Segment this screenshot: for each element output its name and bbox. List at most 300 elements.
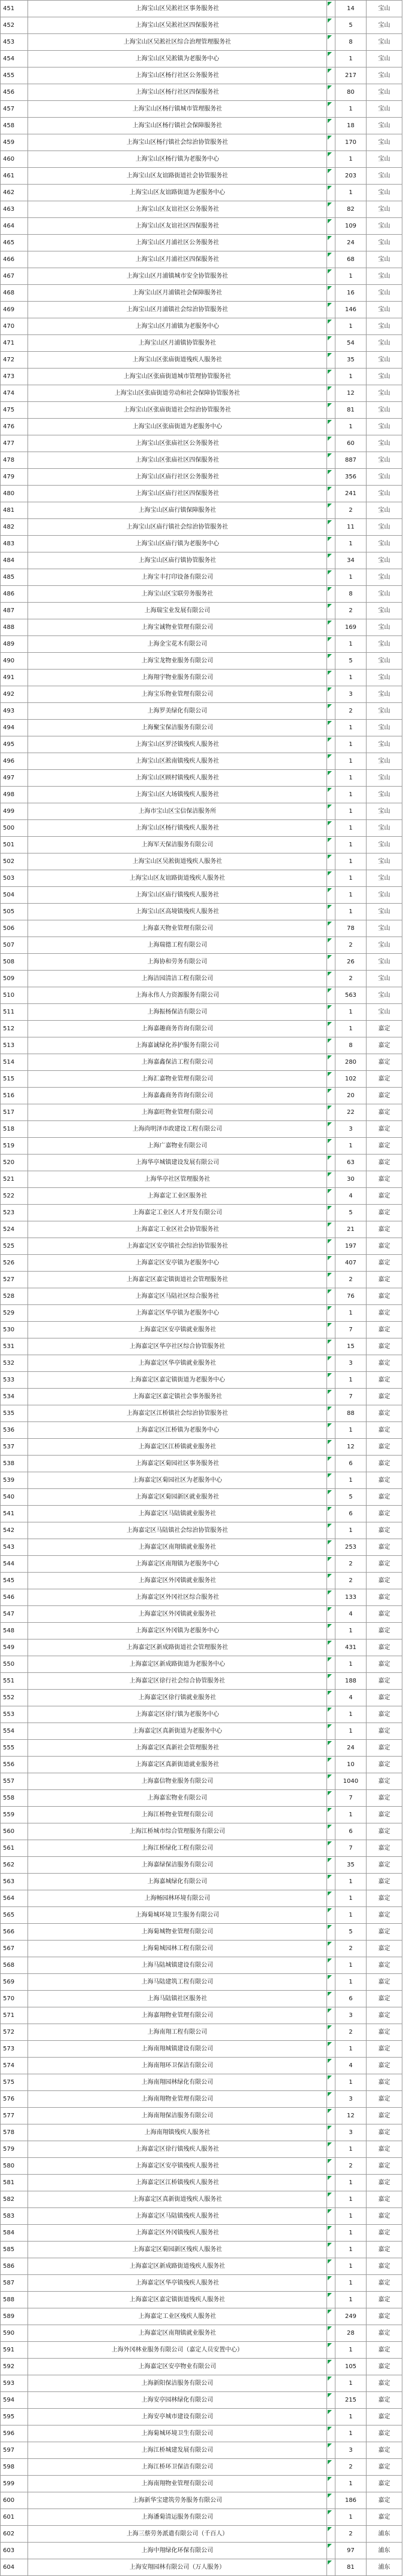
headcount-cell[interactable]: 102 [335, 1071, 367, 1088]
district-cell[interactable]: 宝山 [367, 653, 402, 670]
comment-marker-cell[interactable] [327, 1506, 335, 1522]
comment-marker-cell[interactable] [327, 2074, 335, 2091]
headcount-cell[interactable]: 26 [335, 954, 367, 971]
headcount-cell[interactable]: 1 [335, 870, 367, 887]
comment-marker-cell[interactable] [327, 2225, 335, 2242]
row-number-cell[interactable]: 564 [1, 1890, 28, 1907]
company-name-cell[interactable]: 上海华亭城镇建设发展有限公司 [28, 1155, 327, 1171]
company-name-cell[interactable]: 上海宝山区张庙街道残疾人服务社 [28, 352, 327, 369]
comment-marker-cell[interactable] [327, 67, 335, 84]
company-name-cell[interactable]: 上海宝山区张庙社区四保服务社 [28, 452, 327, 469]
headcount-cell[interactable]: 203 [335, 168, 367, 185]
comment-marker-cell[interactable] [327, 803, 335, 820]
district-cell[interactable]: 嘉定 [367, 1506, 402, 1522]
comment-marker-cell[interactable] [327, 134, 335, 151]
company-name-cell[interactable]: 上海宝山区友谊社区公务服务社 [28, 201, 327, 218]
headcount-cell[interactable]: 3 [335, 2091, 367, 2108]
headcount-cell[interactable]: 2 [335, 1941, 367, 1957]
row-number-cell[interactable]: 515 [1, 1071, 28, 1088]
comment-marker-cell[interactable] [327, 670, 335, 686]
row-number-cell[interactable]: 504 [1, 887, 28, 904]
company-name-cell[interactable]: 上海宝山区吴淞社区综合治理管理服务社 [28, 34, 327, 51]
district-cell[interactable]: 宝山 [367, 636, 402, 653]
row-number-cell[interactable]: 558 [1, 1790, 28, 1807]
headcount-cell[interactable]: 63 [335, 1155, 367, 1171]
company-name-cell[interactable]: 上海宝山区张庙街道城市管理协管服务社 [28, 369, 327, 385]
row-number-cell[interactable]: 592 [1, 2359, 28, 2375]
district-cell[interactable]: 嘉定 [367, 2492, 402, 2509]
headcount-cell[interactable]: 7 [335, 1389, 367, 1405]
district-cell[interactable]: 嘉定 [367, 2442, 402, 2459]
row-number-cell[interactable]: 579 [1, 2141, 28, 2158]
district-cell[interactable]: 嘉定 [367, 2007, 402, 2024]
comment-marker-cell[interactable] [327, 2375, 335, 2392]
district-cell[interactable]: 嘉定 [367, 1556, 402, 1573]
company-name-cell[interactable]: 上海宝山区高境镇残疾人服务社 [28, 904, 327, 920]
row-number-cell[interactable]: 569 [1, 1974, 28, 1991]
company-name-cell[interactable]: 上海宝山区庙行镇保障服务社 [28, 502, 327, 519]
comment-marker-cell[interactable] [327, 1037, 335, 1054]
headcount-cell[interactable]: 1 [335, 1004, 367, 1021]
headcount-cell[interactable]: 21 [335, 1221, 367, 1238]
district-cell[interactable]: 宝山 [367, 686, 402, 703]
headcount-cell[interactable]: 146 [335, 302, 367, 318]
company-name-cell[interactable]: 上海汇嘉物业管理有限公司 [28, 1071, 327, 1088]
comment-marker-cell[interactable] [327, 1924, 335, 1941]
comment-marker-cell[interactable] [327, 2425, 335, 2442]
row-number-cell[interactable]: 523 [1, 1205, 28, 1221]
headcount-cell[interactable]: 5 [335, 1924, 367, 1941]
headcount-cell[interactable]: 3 [335, 2124, 367, 2141]
row-number-cell[interactable]: 543 [1, 1539, 28, 1556]
district-cell[interactable]: 嘉定 [367, 1606, 402, 1623]
row-number-cell[interactable]: 604 [1, 2559, 28, 2576]
row-number-cell[interactable]: 451 [1, 1, 28, 17]
district-cell[interactable]: 宝山 [367, 552, 402, 569]
row-number-cell[interactable]: 507 [1, 937, 28, 954]
headcount-cell[interactable]: 5 [335, 1489, 367, 1506]
district-cell[interactable]: 嘉定 [367, 1522, 402, 1539]
company-name-cell[interactable]: 上海嘉定区外冈镇残疾人服务社 [28, 2225, 327, 2242]
headcount-cell[interactable]: 1 [335, 770, 367, 787]
comment-marker-cell[interactable] [327, 369, 335, 385]
comment-marker-cell[interactable] [327, 1054, 335, 1071]
comment-marker-cell[interactable] [327, 1456, 335, 1472]
district-cell[interactable]: 嘉定 [367, 1054, 402, 1071]
company-name-cell[interactable]: 上海嘉定区马陆镇社会综治协管服务社 [28, 1522, 327, 1539]
company-name-cell[interactable]: 上海嘉鑫商务咨询有限公司 [28, 1088, 327, 1104]
row-number-cell[interactable]: 511 [1, 1004, 28, 1021]
district-cell[interactable]: 嘉定 [367, 1957, 402, 1974]
comment-marker-cell[interactable] [327, 1272, 335, 1288]
row-number-cell[interactable]: 537 [1, 1439, 28, 1456]
company-name-cell[interactable]: 上海嘉定区南翔镇为老服务中心 [28, 1556, 327, 1573]
row-number-cell[interactable]: 548 [1, 1623, 28, 1639]
comment-marker-cell[interactable] [327, 1623, 335, 1639]
district-cell[interactable]: 宝山 [367, 536, 402, 552]
district-cell[interactable]: 嘉定 [367, 1138, 402, 1155]
row-number-cell[interactable]: 481 [1, 502, 28, 519]
comment-marker-cell[interactable] [327, 586, 335, 603]
comment-marker-cell[interactable] [327, 2175, 335, 2191]
company-name-cell[interactable]: 上海宝山区大场镇残疾人服务社 [28, 787, 327, 803]
headcount-cell[interactable]: 1 [335, 2041, 367, 2058]
district-cell[interactable]: 宝山 [367, 385, 402, 402]
headcount-cell[interactable]: 10 [335, 1757, 367, 1773]
company-name-cell[interactable]: 上海嘉定工业区人才开发有限公司 [28, 1205, 327, 1221]
headcount-cell[interactable]: 1 [335, 2292, 367, 2308]
district-cell[interactable]: 嘉定 [367, 2041, 402, 2058]
company-name-cell[interactable]: 上海嘉定区嘉定镇街道残疾人服务社 [28, 2292, 327, 2308]
company-name-cell[interactable]: 上海安亭城市建设有限公司 [28, 2409, 327, 2425]
district-cell[interactable]: 嘉定 [367, 1907, 402, 1924]
headcount-cell[interactable]: 1 [335, 2175, 367, 2191]
headcount-cell[interactable]: 5 [335, 17, 367, 34]
comment-marker-cell[interactable] [327, 335, 335, 352]
comment-marker-cell[interactable] [327, 469, 335, 486]
headcount-cell[interactable]: 1 [335, 2242, 367, 2258]
row-number-cell[interactable]: 571 [1, 2007, 28, 2024]
headcount-cell[interactable]: 8 [335, 1037, 367, 1054]
row-number-cell[interactable]: 490 [1, 653, 28, 670]
row-number-cell[interactable]: 458 [1, 118, 28, 134]
company-name-cell[interactable]: 上海中翔绿化环保有限公司 [28, 2543, 327, 2559]
headcount-cell[interactable]: 186 [335, 2492, 367, 2509]
company-name-cell[interactable]: 上海嘉定区新成路街道为老服务中心 [28, 1656, 327, 1673]
company-name-cell[interactable]: 上海宝山区友谊社区四保服务社 [28, 218, 327, 235]
comment-marker-cell[interactable] [327, 904, 335, 920]
headcount-cell[interactable]: 1 [335, 1706, 367, 1723]
row-number-cell[interactable]: 589 [1, 2308, 28, 2325]
comment-marker-cell[interactable] [327, 1706, 335, 1723]
comment-marker-cell[interactable] [327, 1573, 335, 1589]
comment-marker-cell[interactable] [327, 2392, 335, 2409]
comment-marker-cell[interactable] [327, 870, 335, 887]
district-cell[interactable]: 嘉定 [367, 2124, 402, 2141]
district-cell[interactable]: 嘉定 [367, 1021, 402, 1037]
headcount-cell[interactable]: 1040 [335, 1773, 367, 1790]
district-cell[interactable]: 宝山 [367, 118, 402, 134]
headcount-cell[interactable]: 2 [335, 937, 367, 954]
company-name-cell[interactable]: 上海南翔城镇建设有限公司 [28, 2041, 327, 2058]
headcount-cell[interactable]: 1 [335, 1957, 367, 1974]
headcount-cell[interactable]: 1 [335, 1974, 367, 1991]
headcount-cell[interactable]: 7 [335, 1322, 367, 1338]
comment-marker-cell[interactable] [327, 603, 335, 619]
company-name-cell[interactable]: 上海嘉翔物业管理有限公司 [28, 2007, 327, 2024]
row-number-cell[interactable]: 544 [1, 1556, 28, 1573]
headcount-cell[interactable]: 2 [335, 971, 367, 987]
headcount-cell[interactable]: 563 [335, 987, 367, 1004]
comment-marker-cell[interactable] [327, 2275, 335, 2292]
row-number-cell[interactable]: 518 [1, 1121, 28, 1138]
headcount-cell[interactable]: 4 [335, 1690, 367, 1706]
headcount-cell[interactable]: 18 [335, 118, 367, 134]
comment-marker-cell[interactable] [327, 1606, 335, 1623]
district-cell[interactable]: 宝山 [367, 185, 402, 201]
district-cell[interactable]: 嘉定 [367, 1489, 402, 1506]
company-name-cell[interactable]: 上海宝乐物业管理有限公司 [28, 686, 327, 703]
comment-marker-cell[interactable] [327, 653, 335, 670]
district-cell[interactable]: 嘉定 [367, 1690, 402, 1706]
comment-marker-cell[interactable] [327, 820, 335, 837]
comment-marker-cell[interactable] [327, 1673, 335, 1690]
comment-marker-cell[interactable] [327, 1773, 335, 1790]
row-number-cell[interactable]: 469 [1, 302, 28, 318]
headcount-cell[interactable]: 1 [335, 2275, 367, 2292]
headcount-cell[interactable]: 1 [335, 853, 367, 870]
row-number-cell[interactable]: 522 [1, 1188, 28, 1205]
company-name-cell[interactable]: 上海嘉定区江桥镇社会综治协管服务社 [28, 1405, 327, 1422]
comment-marker-cell[interactable] [327, 435, 335, 452]
company-name-cell[interactable]: 上海嘉城绿化有限公司 [28, 1874, 327, 1890]
headcount-cell[interactable]: 1 [335, 2409, 367, 2425]
district-cell[interactable]: 宝山 [367, 619, 402, 636]
headcount-cell[interactable]: 1 [335, 151, 367, 168]
comment-marker-cell[interactable] [327, 1857, 335, 1874]
company-name-cell[interactable]: 上海嘉诚绿化养护服务有限公司 [28, 1037, 327, 1054]
company-name-cell[interactable]: 上海外冈林业服务有限公司（嘉定人员安置中心） [28, 2342, 327, 2359]
headcount-cell[interactable]: 280 [335, 1054, 367, 1071]
district-cell[interactable]: 嘉定 [367, 2242, 402, 2258]
row-number-cell[interactable]: 520 [1, 1155, 28, 1171]
headcount-cell[interactable]: 3 [335, 2442, 367, 2459]
district-cell[interactable]: 嘉定 [367, 1840, 402, 1857]
company-name-cell[interactable]: 上海宝山区庙行社区四保服务社 [28, 486, 327, 502]
comment-marker-cell[interactable] [327, 185, 335, 201]
comment-marker-cell[interactable] [327, 1338, 335, 1355]
company-name-cell[interactable]: 上海嘉定区江桥镇为老服务中心 [28, 1422, 327, 1439]
headcount-cell[interactable]: 1 [335, 318, 367, 335]
district-cell[interactable]: 嘉定 [367, 1456, 402, 1472]
district-cell[interactable]: 嘉定 [367, 1941, 402, 1957]
comment-marker-cell[interactable] [327, 452, 335, 469]
row-number-cell[interactable]: 484 [1, 552, 28, 569]
headcount-cell[interactable]: 1 [335, 419, 367, 435]
row-number-cell[interactable]: 499 [1, 803, 28, 820]
company-name-cell[interactable]: 上海聚宝保洁服务有限公司 [28, 720, 327, 736]
comment-marker-cell[interactable] [327, 1991, 335, 2007]
row-number-cell[interactable]: 512 [1, 1021, 28, 1037]
district-cell[interactable]: 嘉定 [367, 1355, 402, 1372]
company-name-cell[interactable]: 上海嘉定区江桥镇就业服务社 [28, 1439, 327, 1456]
district-cell[interactable]: 嘉定 [367, 1740, 402, 1757]
comment-marker-cell[interactable] [327, 2258, 335, 2275]
comment-marker-cell[interactable] [327, 1071, 335, 1088]
headcount-cell[interactable]: 215 [335, 2392, 367, 2409]
comment-marker-cell[interactable] [327, 1205, 335, 1221]
comment-marker-cell[interactable] [327, 101, 335, 118]
row-number-cell[interactable]: 525 [1, 1238, 28, 1255]
company-name-cell[interactable]: 上海嘉定区安亭镇为老服务中心 [28, 1255, 327, 1272]
comment-marker-cell[interactable] [327, 1639, 335, 1656]
company-name-cell[interactable]: 上海宝山区月浦镇社会综治协管服务社 [28, 302, 327, 318]
headcount-cell[interactable]: 431 [335, 1639, 367, 1656]
comment-marker-cell[interactable] [327, 937, 335, 954]
district-cell[interactable]: 嘉定 [367, 2208, 402, 2225]
comment-marker-cell[interactable] [327, 2141, 335, 2158]
headcount-cell[interactable]: 1 [335, 1723, 367, 1740]
headcount-cell[interactable]: 6 [335, 1506, 367, 1522]
district-cell[interactable]: 嘉定 [367, 2425, 402, 2442]
headcount-cell[interactable]: 1 [335, 1021, 367, 1037]
district-cell[interactable]: 嘉定 [367, 1757, 402, 1773]
comment-marker-cell[interactable] [327, 1121, 335, 1138]
row-number-cell[interactable]: 552 [1, 1690, 28, 1706]
district-cell[interactable]: 嘉定 [367, 1305, 402, 1322]
row-number-cell[interactable]: 464 [1, 218, 28, 235]
headcount-cell[interactable]: 14 [335, 1, 367, 17]
headcount-cell[interactable]: 68 [335, 251, 367, 268]
row-number-cell[interactable]: 535 [1, 1405, 28, 1422]
headcount-cell[interactable]: 356 [335, 469, 367, 486]
row-number-cell[interactable]: 598 [1, 2459, 28, 2476]
comment-marker-cell[interactable] [327, 268, 335, 285]
company-name-cell[interactable]: 上海宝山区月浦镇社会保障服务社 [28, 285, 327, 302]
comment-marker-cell[interactable] [327, 1589, 335, 1606]
comment-marker-cell[interactable] [327, 2158, 335, 2175]
company-name-cell[interactable]: 上海嘉定工业区残疾人服务社 [28, 2308, 327, 2325]
headcount-cell[interactable]: 1 [335, 2425, 367, 2442]
company-name-cell[interactable]: 上海宝山区友谊路街道为老服务中心 [28, 185, 327, 201]
comment-marker-cell[interactable] [327, 1004, 335, 1021]
headcount-cell[interactable]: 1 [335, 2476, 367, 2492]
district-cell[interactable]: 宝山 [367, 452, 402, 469]
company-name-cell[interactable]: 上海宝山区张庙街道劳动和社会保障协管服务社 [28, 385, 327, 402]
headcount-cell[interactable]: 133 [335, 1589, 367, 1606]
row-number-cell[interactable]: 459 [1, 134, 28, 151]
comment-marker-cell[interactable] [327, 1556, 335, 1573]
district-cell[interactable]: 宝山 [367, 837, 402, 853]
headcount-cell[interactable]: 109 [335, 218, 367, 235]
comment-marker-cell[interactable] [327, 1539, 335, 1556]
headcount-cell[interactable]: 1 [335, 2258, 367, 2275]
company-name-cell[interactable]: 上海菊城物业管理有限公司 [28, 1924, 327, 1941]
district-cell[interactable]: 宝山 [367, 703, 402, 720]
headcount-cell[interactable]: 11 [335, 519, 367, 536]
row-number-cell[interactable]: 519 [1, 1138, 28, 1155]
row-number-cell[interactable]: 573 [1, 2041, 28, 2058]
row-number-cell[interactable]: 591 [1, 2342, 28, 2359]
headcount-cell[interactable]: 22 [335, 1104, 367, 1121]
company-name-cell[interactable]: 上海宝山区月浦社区四保服务社 [28, 251, 327, 268]
district-cell[interactable]: 嘉定 [367, 1221, 402, 1238]
headcount-cell[interactable]: 1 [335, 1623, 367, 1639]
headcount-cell[interactable]: 88 [335, 1405, 367, 1422]
comment-marker-cell[interactable] [327, 502, 335, 519]
district-cell[interactable]: 宝山 [367, 67, 402, 84]
company-name-cell[interactable]: 上海瑞宝业发展有限公司 [28, 603, 327, 619]
company-name-cell[interactable]: 上海宝山区张庙街道社会综治协管服务社 [28, 402, 327, 419]
company-name-cell[interactable]: 上海嘉定区安亭镇残疾人服务社 [28, 2158, 327, 2175]
row-number-cell[interactable]: 532 [1, 1355, 28, 1372]
company-name-cell[interactable]: 上海尚明泽市政建设工程有限公司 [28, 1121, 327, 1138]
row-number-cell[interactable]: 588 [1, 2292, 28, 2308]
headcount-cell[interactable]: 1 [335, 1522, 367, 1539]
row-number-cell[interactable]: 597 [1, 2442, 28, 2459]
district-cell[interactable]: 嘉定 [367, 1974, 402, 1991]
row-number-cell[interactable]: 572 [1, 2024, 28, 2041]
district-cell[interactable]: 宝山 [367, 770, 402, 787]
row-number-cell[interactable]: 460 [1, 151, 28, 168]
row-number-cell[interactable]: 557 [1, 1773, 28, 1790]
headcount-cell[interactable]: 249 [335, 2308, 367, 2325]
headcount-cell[interactable]: 35 [335, 1857, 367, 1874]
headcount-cell[interactable]: 407 [335, 1255, 367, 1272]
company-name-cell[interactable]: 上海宝山区宝联劳务服务社 [28, 586, 327, 603]
headcount-cell[interactable]: 12 [335, 2108, 367, 2124]
comment-marker-cell[interactable] [327, 168, 335, 185]
district-cell[interactable]: 宝山 [367, 285, 402, 302]
comment-marker-cell[interactable] [327, 720, 335, 736]
comment-marker-cell[interactable] [327, 402, 335, 419]
headcount-cell[interactable]: 82 [335, 201, 367, 218]
row-number-cell[interactable]: 553 [1, 1706, 28, 1723]
company-name-cell[interactable]: 上海江桥环卫保洁有限公司 [28, 2459, 327, 2476]
row-number-cell[interactable]: 534 [1, 1389, 28, 1405]
company-name-cell[interactable]: 上海南翔镇残疾人服务社 [28, 2124, 327, 2141]
row-number-cell[interactable]: 602 [1, 2526, 28, 2543]
comment-marker-cell[interactable] [327, 2124, 335, 2141]
district-cell[interactable]: 嘉定 [367, 1790, 402, 1807]
comment-marker-cell[interactable] [327, 34, 335, 51]
headcount-cell[interactable]: 2 [335, 603, 367, 619]
district-cell[interactable]: 嘉定 [367, 2308, 402, 2325]
district-cell[interactable]: 嘉定 [367, 2191, 402, 2208]
row-number-cell[interactable]: 601 [1, 2509, 28, 2526]
company-name-cell[interactable]: 上海嘉定区华亭镇为老服务中心 [28, 1305, 327, 1322]
company-name-cell[interactable]: 上海安翔园林有限公司（万人服务） [28, 2559, 327, 2576]
row-number-cell[interactable]: 526 [1, 1255, 28, 1272]
comment-marker-cell[interactable] [327, 2292, 335, 2308]
district-cell[interactable]: 宝山 [367, 251, 402, 268]
district-cell[interactable]: 嘉定 [367, 2024, 402, 2041]
district-cell[interactable]: 宝山 [367, 904, 402, 920]
comment-marker-cell[interactable] [327, 552, 335, 569]
district-cell[interactable]: 宝山 [367, 803, 402, 820]
headcount-cell[interactable]: 1 [335, 803, 367, 820]
headcount-cell[interactable]: 30 [335, 1171, 367, 1188]
district-cell[interactable]: 嘉定 [367, 1472, 402, 1489]
comment-marker-cell[interactable] [327, 1155, 335, 1171]
district-cell[interactable]: 宝山 [367, 1004, 402, 1021]
district-cell[interactable]: 宝山 [367, 302, 402, 318]
district-cell[interactable]: 嘉定 [367, 1623, 402, 1639]
row-number-cell[interactable]: 457 [1, 101, 28, 118]
row-number-cell[interactable]: 577 [1, 2108, 28, 2124]
row-number-cell[interactable]: 594 [1, 2392, 28, 2409]
headcount-cell[interactable]: 4 [335, 1606, 367, 1623]
row-number-cell[interactable]: 452 [1, 17, 28, 34]
district-cell[interactable]: 嘉定 [367, 2359, 402, 2375]
row-number-cell[interactable]: 581 [1, 2175, 28, 2191]
company-name-cell[interactable]: 上海嘉定区马陆社区综合服务社 [28, 1288, 327, 1305]
district-cell[interactable]: 嘉定 [367, 1573, 402, 1589]
row-number-cell[interactable]: 533 [1, 1372, 28, 1389]
comment-marker-cell[interactable] [327, 51, 335, 67]
headcount-cell[interactable]: 2 [335, 2459, 367, 2476]
district-cell[interactable]: 宝山 [367, 151, 402, 168]
comment-marker-cell[interactable] [327, 1723, 335, 1740]
row-number-cell[interactable]: 476 [1, 419, 28, 435]
company-name-cell[interactable]: 上海马陆建筑工程有限公司 [28, 1974, 327, 1991]
row-number-cell[interactable]: 550 [1, 1656, 28, 1673]
row-number-cell[interactable]: 599 [1, 2476, 28, 2492]
row-number-cell[interactable]: 462 [1, 185, 28, 201]
company-name-cell[interactable]: 上海菊城园林工程有限公司 [28, 1941, 327, 1957]
comment-marker-cell[interactable] [327, 2108, 335, 2124]
headcount-cell[interactable]: 1 [335, 2208, 367, 2225]
